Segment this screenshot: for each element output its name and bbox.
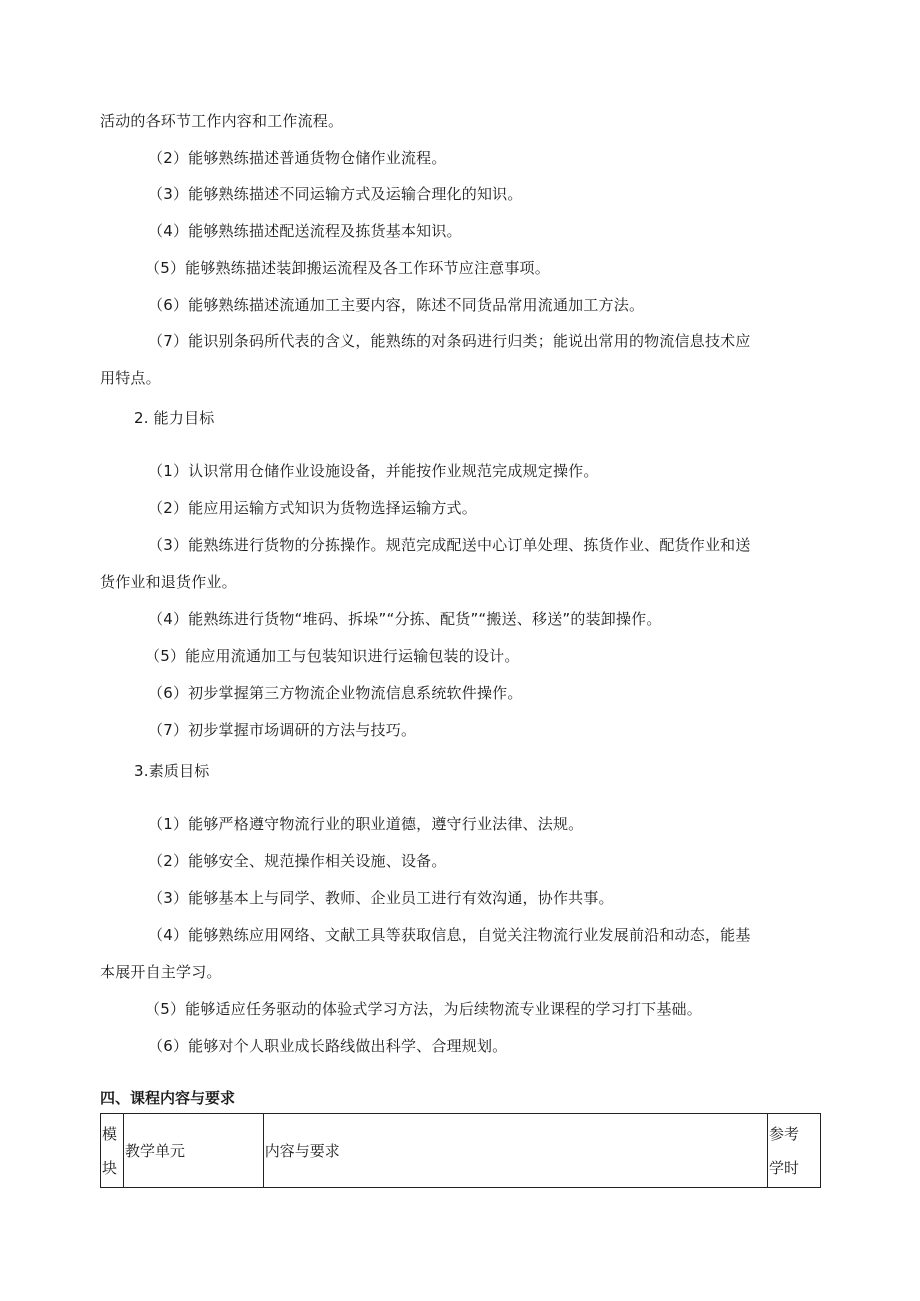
knowledge-item-1-continuation: 活动的各环节工作内容和工作流程。 [100,112,344,130]
header-module [101,1114,124,1188]
knowledge-item-7-continuation: 用特点。 [100,369,161,387]
section-4-title: 四、课程内容与要求 [100,1089,236,1107]
ability-item-7: （7）初步掌握市场调研的方法与技巧。 [148,721,417,739]
ability-item-1: （1）认识常用仓储作业设施设备，并能按作业规范完成规定操作。 [148,462,599,480]
knowledge-item-7: （7）能识别条码所代表的含义，能熟练的对条码进行归类；能说出常用的物流信息技术应 [148,332,751,350]
knowledge-item-2: （2）能够熟练描述普通货物仓储作业流程。 [148,149,447,167]
header-hours-line-2: 学时 [769,1158,800,1177]
quality-heading: 3.素质目标 [134,762,210,780]
knowledge-item-4: （4）能够熟练描述配送流程及拣货基本知识。 [148,222,462,240]
ability-item-4: （4）能熟练进行货物“堆码、拆垛”“分拣、配货”“搬送、移送”的装卸操作。 [148,610,662,628]
ability-item-5: （5）能应用流通加工与包装知识进行运输包装的设计。 [145,647,520,665]
knowledge-item-5: （5）能够熟练描述装卸搬运流程及各工作环节应注意事项。 [145,259,550,277]
ability-item-2: （2）能应用运输方式知识为货物选择运输方式。 [148,499,477,517]
ability-item-6: （6）初步掌握第三方物流企业物流信息系统软件操作。 [148,684,523,702]
quality-item-3: （3）能够基本上与同学、教师、企业员工进行有效沟通，协作共事。 [148,889,614,907]
table-header-row [101,1114,821,1188]
quality-item-4-continuation: 本展开自主学习。 [100,963,222,981]
header-hours-line-1: 参考 [769,1124,800,1143]
quality-item-1: （1）能够严格遵守物流行业的职业道德，遵守行业法律、法规。 [148,815,584,833]
header-module-line-2: 块 [102,1158,118,1177]
quality-item-5: （5）能够适应任务驱动的体验式学习方法，为后续物流专业课程的学习打下基础。 [145,1000,702,1018]
quality-item-4: （4）能够熟练应用网络、文献工具等获取信息，自觉关注物流行业发展前沿和动态，能基 [148,926,751,944]
quality-item-6: （6）能够对个人职业成长路线做出科学、合理规划。 [148,1037,508,1055]
knowledge-item-6: （6）能够熟练描述流通加工主要内容，陈述不同货品常用流通加工方法。 [148,296,645,314]
ability-heading: 2. 能力目标 [134,409,215,427]
knowledge-item-3: （3）能够熟练描述不同运输方式及运输合理化的知识。 [148,185,523,203]
header-module-line-1: 模 [102,1124,118,1143]
quality-item-2: （2）能够安全、规范操作相关设施、设备。 [148,852,447,870]
header-teaching-unit: 教学单元 [123,1114,263,1188]
header-reference-hours [768,1114,821,1188]
ability-item-3-continuation: 货作业和退货作业。 [100,573,237,591]
header-content-requirements: 内容与要求 [263,1114,767,1188]
course-content-table [100,1113,821,1188]
ability-item-3: （3）能熟练进行货物的分拣操作。规范完成配送中心订单处理、拣货作业、配货作业和送 [148,536,751,554]
